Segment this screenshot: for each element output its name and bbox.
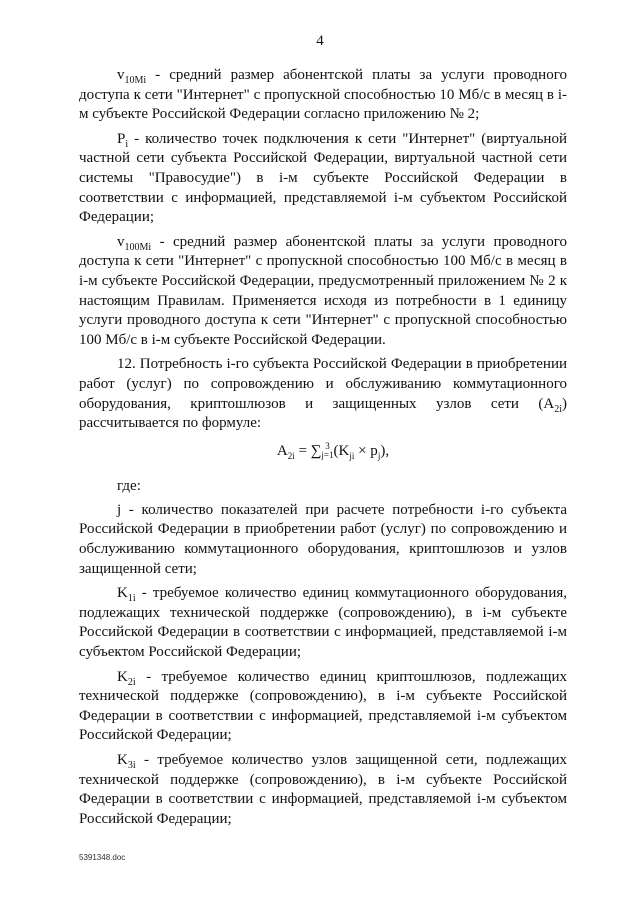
paragraph-k1 (79, 584, 567, 662)
paragraph-k2 (79, 668, 567, 746)
formula-k-sub: ji (349, 450, 355, 461)
formula (79, 442, 567, 462)
paragraph-text: - количество показателей при расчете потребности i-го субъекта Российской Федерации в приобретении работ (услуг) по сопровождению и обслуживанию коммутационного оборудования, криптошлюзов и узлов защищенной сети; (79, 501, 567, 577)
symbol: v (117, 233, 125, 250)
formula-body-open: (K (333, 442, 350, 459)
subscript: 10Mi (124, 75, 147, 86)
symbol: P (117, 130, 126, 147)
paragraph-v100 (79, 233, 567, 351)
formula-lhs: A (276, 442, 288, 459)
paragraph-text: - требуемое количество единиц криптошлюзов, подлежащих технической поддержке (сопровождению), в i-м субъекте Российской Федерации в соответствии с информацией, представляемой i-м субъектом Российской Федерации; (79, 668, 567, 744)
paragraph-text: - средний размер абонентской платы за услуги проводного доступа к сети "Интернет" с пропускной способностью 10 Мб/с в месяц в i-м субъекте Российской Федерации согласно приложению № 2; (79, 67, 567, 123)
subscript: 100Mi (124, 241, 152, 253)
paragraph-text-end: ) рассчитывается по формуле: (79, 395, 567, 432)
subscript: 1i (127, 593, 136, 605)
page-number: 4 (316, 33, 324, 49)
paragraph-text: - требуемое количество узлов защищенной сети, подлежащих технической поддержке (сопровождению), в i-м субъекте Российской Федерации в соответствии с информацией, представляемой i-м субъектом Российской Федерации; (79, 752, 567, 827)
paragraph-text: - количество точек подключения к сети "Интернет" (виртуальной частной сети субъекта Российской Федерации, виртуальной частной сети системы "Правосудие") в i-м субъекте Российской Федерации в соответствии с информацией, представляемой i-м субъектом Российской Федерации; (79, 130, 567, 226)
subscript: 2i (127, 676, 136, 688)
paragraph-text: - требуемое количество единиц коммутационного оборудования, подлежащих технической поддержке (сопровождению), в i-м субъекте Российской Федерации в соответствии с информацией, представляемой i-м субъектом Российской Федерации; (79, 585, 567, 661)
symbol: j (117, 501, 122, 518)
document-body (79, 66, 567, 834)
symbol: K (117, 585, 128, 602)
subscript: i (125, 138, 129, 150)
paragraph-text: 12. Потребность i-го субъекта Российской Федерации в приобретении работ (услуг) по сопровождению и обслуживанию коммутационного оборудования, криптошлюзов и защищенных узлов сети (A (79, 356, 567, 412)
paragraph-v10 (79, 66, 567, 125)
formula-lhs-sub: 2i (287, 450, 295, 461)
footer-filename: 5391348.doc (79, 853, 126, 862)
paragraph-item-12 (79, 355, 567, 433)
paragraph-j (79, 501, 567, 579)
paragraph-k3 (79, 751, 567, 829)
paragraph-text: - средний размер абонентской платы за услуги проводного доступа к сети "Интернет" с пропускной способностью 100 Мб/с в месяц в i-м субъекте Российской Федерации, предусмотренный приложением № 2 к настоящим Правилам. Применяется исходя из потребности в 1 единицу услуги проводного доступа к сети "Интернет" с пропускной способностью 100 Мб/с в i-м субъекте Российской Федерации. (79, 233, 567, 348)
formula-p-sub: j (377, 450, 381, 461)
formula-sum-sup: 3 (325, 441, 330, 452)
symbol: v (117, 67, 125, 83)
formula-sum: = ∑ (294, 442, 322, 459)
symbol: K (117, 668, 128, 685)
subscript: 3i (127, 760, 136, 771)
subscript: 2i (554, 403, 562, 415)
formula-body-close: ), (380, 442, 390, 459)
where-label: где: (117, 478, 141, 495)
formula-times: × p (354, 442, 378, 459)
paragraph-p (79, 130, 567, 228)
formula-sum-sub: j=1 (321, 450, 334, 461)
symbol: K (117, 752, 128, 768)
